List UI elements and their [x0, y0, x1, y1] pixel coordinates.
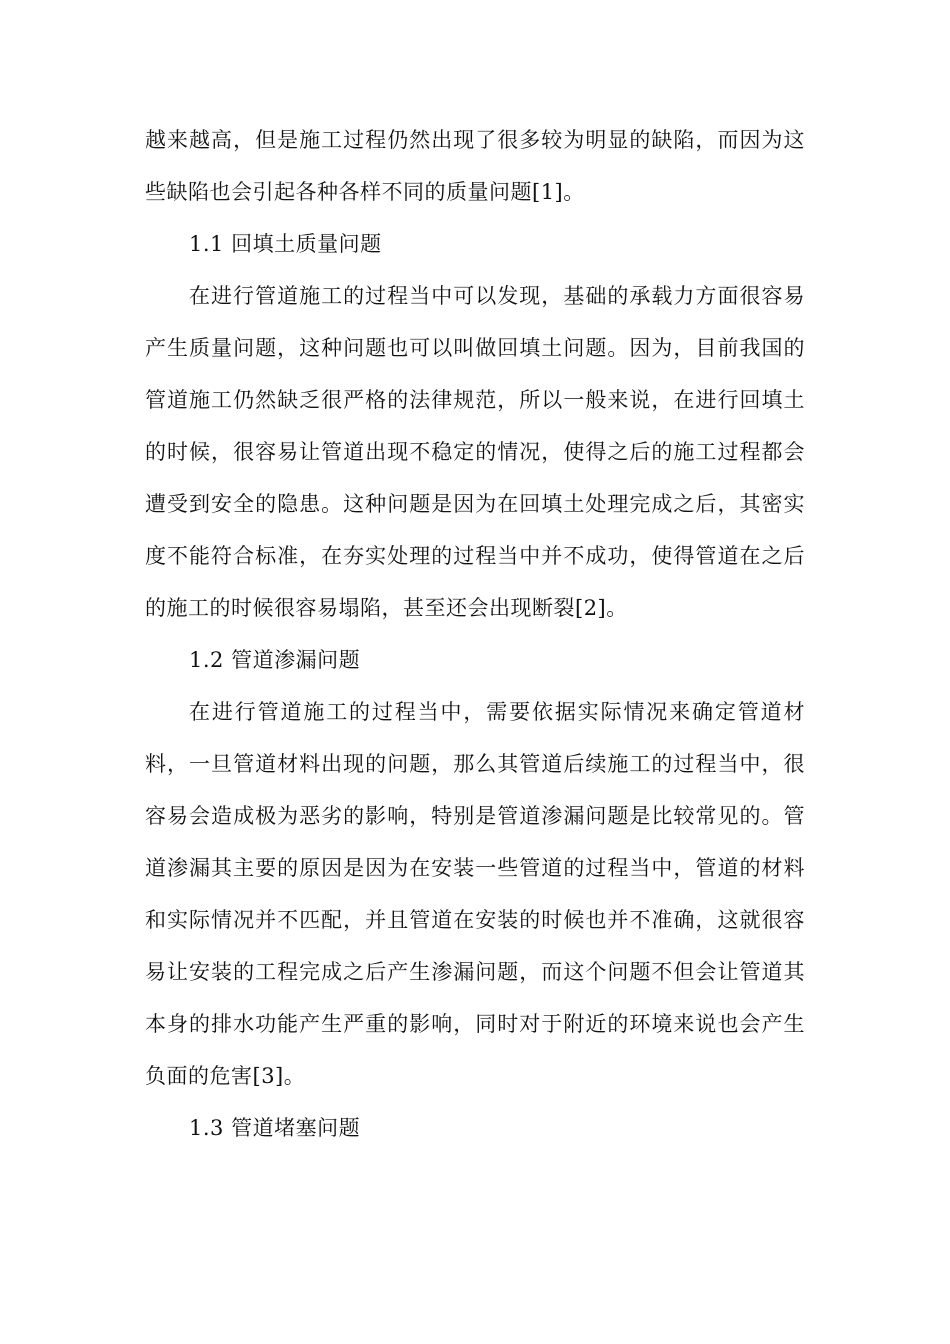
- section-heading-1-3: 1.3 管道堵塞问题: [189, 1116, 361, 1140]
- paragraph-backfill: 在进行管道施工的过程当中可以发现，基础的承载力方面很容易产生质量问题，这种问题也可以叫做回填土问题。因为，目前我国的管道施工仍然缺乏很严格的法律规范，所以一般来说，在进行回填土的时候，很容易让管道出现不稳定的情况，使得之后的施工过程都会遭受到安全的隐患。这种问题是因为在回填土处理完成之后，其密实度不能符合标准，在夯实处理的过程当中并不成功，使得管道在之后的施工的时候很容易塌陷，甚至还会出现断裂[2]。: [145, 284, 805, 620]
- paragraph-leakage: 在进行管道施工的过程当中，需要依据实际情况来确定管道材料，一旦管道材料出现的问题，那么其管道后续施工的过程当中，很容易会造成极为恶劣的影响，特别是管道渗漏问题是比较常见的。管道渗漏其主要的原因是因为在安装一些管道的过程当中，管道的材料和实际情况并不匹配，并且管道在安装的时候也并不准确，这就很容易让安装的工程完成之后产生渗漏问题，而这个问题不但会让管道其本身的排水功能产生严重的影响，同时对于附近的环境来说也会产生负面的危害[3]。: [145, 700, 805, 1088]
- document-body: [145, 114, 805, 1154]
- paragraph-continuation: 越来越高，但是施工过程仍然出现了很多较为明显的缺陷，而因为这些缺陷也会引起各种各样不同的质量问题[1]。: [145, 128, 805, 204]
- section-heading-1-2: 1.2 管道渗漏问题: [189, 648, 361, 672]
- section-heading-1-1: 1.1 回填土质量问题: [189, 232, 382, 256]
